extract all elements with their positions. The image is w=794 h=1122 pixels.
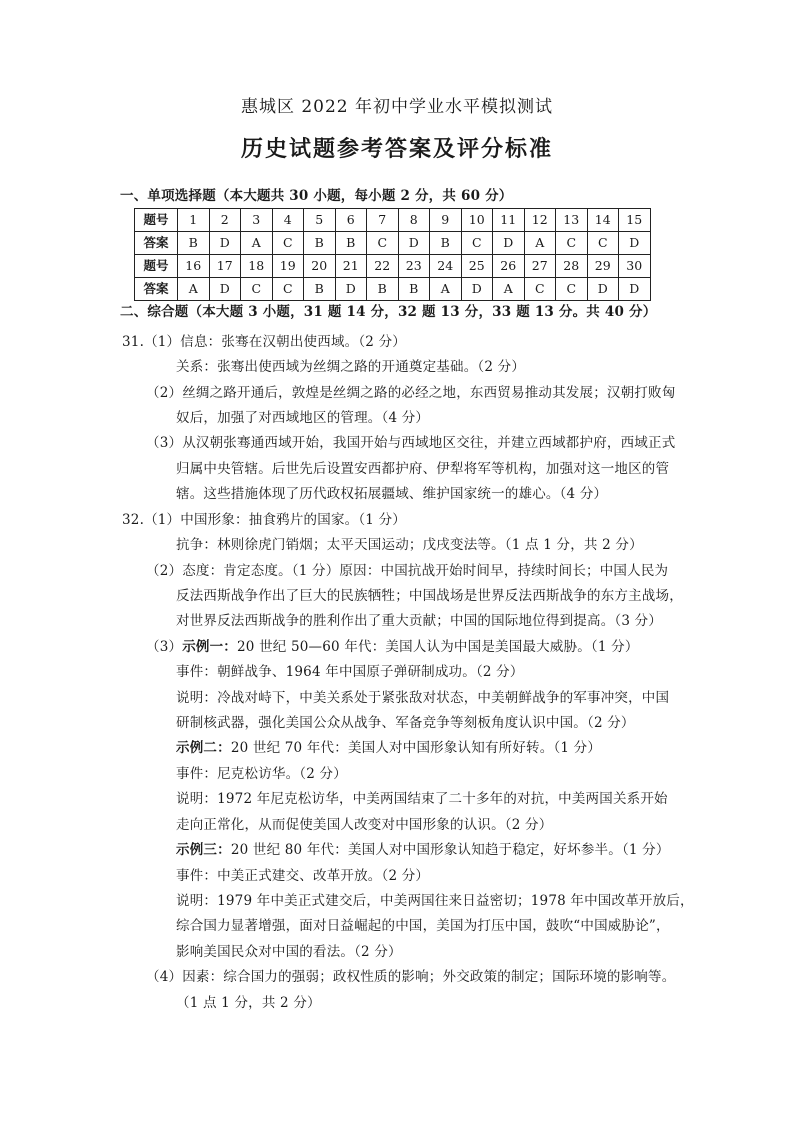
answer-line: 反法西斯战争作出了巨大的民族牺牲；中国战场是世界反法西斯战争的东方主战场，	[176, 588, 683, 604]
answer-line-example-3	[176, 840, 670, 860]
row-label-answer: 答案	[135, 232, 178, 255]
question-number: 7	[367, 209, 399, 232]
answer-cell: D	[398, 232, 430, 255]
answer-cell: C	[461, 232, 493, 255]
answer-cell: C	[272, 232, 304, 255]
question-number: 17	[209, 255, 241, 278]
example-label: 示例一：	[182, 639, 238, 655]
question-number: 24	[430, 255, 462, 278]
answer-cell: D	[619, 278, 651, 301]
answer-line: （1 点 1 分，共 2 分）	[176, 995, 321, 1011]
row-label-question: 题号	[135, 255, 178, 278]
answer-line: （2）态度：肯定态度。（1 分）原因：中国抗战开始时间早，持续时间长；中国人民为	[146, 563, 669, 579]
question-number: 15	[619, 209, 651, 232]
answer-line: 事件：中美正式建交、改革开放。（2 分）	[176, 868, 430, 884]
question-number: 27	[524, 255, 556, 278]
section1-heading: 一、单项选择题（本大题共 30 小题，每小题 2 分，共 60 分）	[120, 188, 513, 204]
answer-line: 研制核武器，强化美国公众从战争、军备竞争等刻板角度认识中国。（2 分）	[176, 715, 635, 731]
answer-line: 关系：张骞出使西域为丝绸之路的开通奠定基础。（2 分）	[176, 359, 526, 375]
question-number: 3	[241, 209, 273, 232]
answer-line: 说明：1979 年中美正式建交后，中美两国往来日益密切；1978 年中国改革开放后，	[176, 893, 694, 909]
question-number: 29	[587, 255, 619, 278]
question-number: 30	[619, 255, 651, 278]
answer-line-example-1	[146, 637, 639, 657]
answer-line: 事件：朝鲜战争、1964 年中国原子弹研制成功。（2 分）	[176, 664, 524, 680]
answer-line: （2）丝绸之路开通后，敦煌是丝绸之路的必经之地，东西贸易推动其发展；汉朝打败匈	[146, 385, 676, 401]
question-number: 25	[461, 255, 493, 278]
question-number: 1	[178, 209, 210, 232]
example-text: 20 世纪 80 年代：美国人对中国形象认知趋于稳定，好坏参半。（1 分）	[230, 842, 670, 858]
answer-cell: B	[335, 232, 367, 255]
answer-cell: B	[304, 232, 336, 255]
answer-line: （4）因素：综合国力的强弱；政权性质的影响；外交政策的制定；国际环境的影响等。	[146, 969, 676, 985]
answer-line: 奴后，加强了对西域地区的管理。（4 分）	[176, 410, 430, 426]
section2-heading: 二、综合题（本大题 3 小题，31 题 14 分，32 题 13 分，33 题 13 分。共 40 分）	[120, 304, 657, 320]
answer-line: （3）从汉朝张骞通西域开始，我国开始与西域地区交往，并建立西域都护府，西域正式	[146, 435, 676, 451]
answer-cell: D	[209, 232, 241, 255]
answer-line: 综合国力显著增强，面对日益崛起的中国，美国为打压中国，鼓吹“中国威胁论”，	[176, 918, 670, 934]
example-label: 示例三：	[176, 842, 231, 858]
question-number: 19	[272, 255, 304, 278]
answer-cell: A	[524, 232, 556, 255]
table-row-answers-1	[135, 232, 651, 255]
answer-line: 说明：冷战对峙下，中美关系处于紧张敌对状态，中美朝鲜战争的军事冲突，中国	[176, 690, 670, 706]
answer-line: 辖。这些措施体现了历代政权拓展疆域、维护国家统一的雄心。（4 分）	[176, 486, 608, 502]
question-number: 8	[398, 209, 430, 232]
answer-cell: C	[367, 232, 399, 255]
answer-cell: D	[335, 278, 367, 301]
answer-line-example-2	[176, 738, 601, 758]
question-number: 6	[335, 209, 367, 232]
answer-cell: B	[304, 278, 336, 301]
row-label-question: 题号	[135, 209, 178, 232]
answer-cell: B	[430, 232, 462, 255]
question-number: 18	[241, 255, 273, 278]
answer-table	[134, 208, 651, 301]
answer-cell: D	[209, 278, 241, 301]
answer-line: 31.（1）信息：张骞在汉朝出使西域。（2 分）	[122, 334, 406, 350]
answer-line: 走向正常化，从而促使美国人改变对中国形象的认识。（2 分）	[176, 817, 553, 833]
answer-cell: A	[178, 278, 210, 301]
answer-line: 32.（1）中国形象：抽食鸦片的国家。（1 分）	[122, 512, 406, 528]
answer-line: 说明：1972 年尼克松访华，中美两国结束了二十多年的对抗，中美两国关系开始	[176, 791, 668, 807]
table-row-answers-2	[135, 278, 651, 301]
question-number: 26	[493, 255, 525, 278]
answer-cell: C	[556, 232, 588, 255]
answer-cell: A	[430, 278, 462, 301]
item-number: （3）	[146, 639, 183, 655]
table-row-numbers-1	[135, 209, 651, 232]
question-number: 16	[178, 255, 210, 278]
question-number: 2	[209, 209, 241, 232]
question-number: 23	[398, 255, 430, 278]
question-number: 4	[272, 209, 304, 232]
question-number: 21	[335, 255, 367, 278]
question-number: 5	[304, 209, 336, 232]
answer-line: 事件：尼克松访华。（2 分）	[176, 766, 347, 782]
answer-cell: C	[556, 278, 588, 301]
answer-cell: B	[398, 278, 430, 301]
answer-cell: D	[587, 278, 619, 301]
row-label-answer: 答案	[135, 278, 178, 301]
question-number: 14	[587, 209, 619, 232]
answer-cell: A	[241, 232, 273, 255]
answer-cell: B	[367, 278, 399, 301]
question-number: 11	[493, 209, 525, 232]
answer-cell: D	[461, 278, 493, 301]
answer-cell: C	[587, 232, 619, 255]
answer-cell: D	[493, 232, 525, 255]
answer-cell: D	[619, 232, 651, 255]
example-text: 20 世纪 70 年代：美国人对中国形象认知有所好转。（1 分）	[230, 740, 602, 756]
answer-cell: C	[524, 278, 556, 301]
page-title: 历史试题参考答案及评分标准	[240, 136, 553, 162]
answer-line: 影响美国民众对中国的看法。（2 分）	[176, 944, 402, 960]
question-number: 13	[556, 209, 588, 232]
question-number: 12	[524, 209, 556, 232]
exam-subtitle: 惠城区 2022 年初中学业水平模拟测试	[240, 97, 554, 117]
answer-cell: C	[241, 278, 273, 301]
question-number: 28	[556, 255, 588, 278]
table-row-numbers-2	[135, 255, 651, 278]
answer-cell: A	[493, 278, 525, 301]
question-number: 10	[461, 209, 493, 232]
answer-line: 归属中央管辖。后世先后设置安西都护府、伊犁将军等机构，加强对这一地区的管	[176, 461, 670, 477]
question-number: 9	[430, 209, 462, 232]
answer-cell: B	[178, 232, 210, 255]
question-number: 22	[367, 255, 399, 278]
answer-line: 对世界反法西斯战争的胜利作出了重大贡献；中国的国际地位得到提高。（3 分）	[176, 613, 663, 629]
answer-cell: C	[272, 278, 304, 301]
answer-line: 抗争：林则徐虎门销烟；太平天国运动；戊戌变法等。（1 点 1 分，共 2 分）	[176, 537, 643, 553]
example-label: 示例二：	[176, 740, 231, 756]
example-text: 20 世纪 50—60 年代：美国人认为中国是美国最大威胁。（1 分）	[237, 639, 639, 655]
question-number: 20	[304, 255, 336, 278]
